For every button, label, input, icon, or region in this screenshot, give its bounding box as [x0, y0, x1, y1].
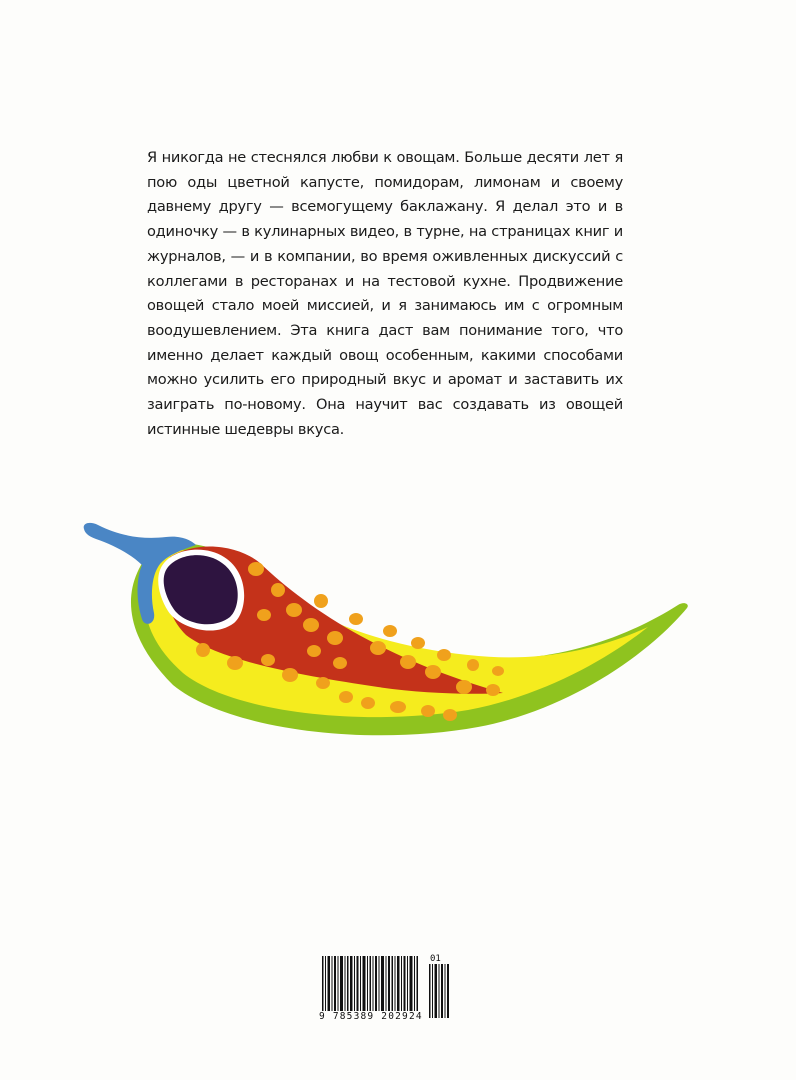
chili-pepper-illustration — [78, 515, 690, 747]
isbn-barcode — [314, 956, 454, 1026]
barcode-addon-digits: 01 — [430, 954, 441, 964]
isbn-digits: 9 785389 202924 — [319, 1011, 423, 1022]
cover-description: Я никогда не стеснялся любви к овощам. Больше десяти лет я пою оды цветной капусте, помидорам, лимонам и своему давнему другу — всемогущему баклажану. Я делал это и в одиночку — в кулинарных видео, в турне, на страницах книг и журналов, — и в компании, во время оживленных дискуссий с коллегами в ресторанах и на тестовой кухне. Продвижение овощей стало моей миссией, и я занимаюсь им с огромным воодушевлением. Эта книга даст вам понимание того, что именно делает каждый овощ особенным, какими способами можно усилить его природный вкус и аромат и заставить их заиграть по-новому. Она научит вас создавать из овощей истинные шедевры вкуса. — [147, 149, 623, 438]
